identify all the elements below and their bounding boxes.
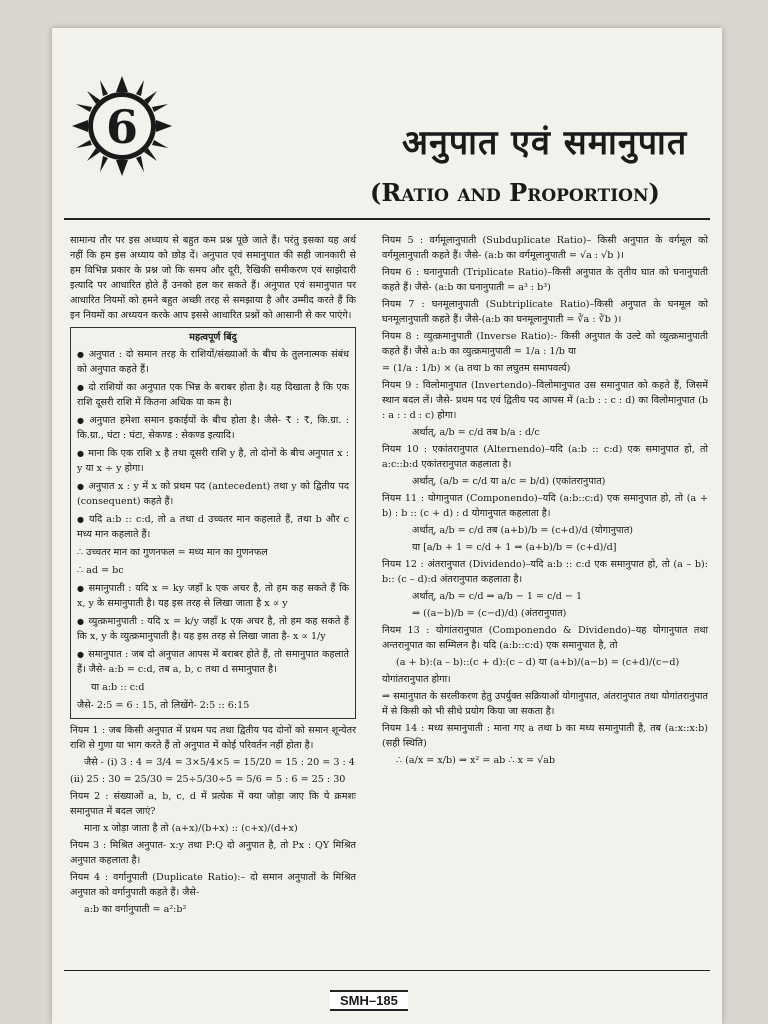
rule-text: नियम 12 : अंतरानुपात (Dividendo)–यदि a:b :: c:d एक समानुपात हो, तो (a – b): b:: (c – d):d अंतरानुपात कहलाता है। [382,559,708,585]
intro-paragraph: सामान्य तौर पर इस अध्याय से बहुत कम प्रश्न पूछे जाते हैं। परंतु इसका यह अर्थ नहीं कि हम इस अध्याय को छोड़ दें। अनुपात एवं समानुपात की सही जानकारी से हम विभिन्न प्रकार के प्रश्न जो कि समय और दूरी, रैखिकी समीकरण एवं साझेदारी इत्यादि पर आधारित होते हैं उनको हल कर सकते हैं। अनुपात एवं समानुपात पर आधारित नियमों को हमने बहुत अच्छी तरह से समझाया है और उम्मीद करते हैं कि इन नियमों का अध्ययन करके आप इससे आधारित प्रश्नों को आसानी से कर पाएंगे। [70,235,356,321]
footer-divider [64,970,710,971]
important-point: ● व्युत्क्रमानुपाती : यदि x = k/y जहाँ k एक अचर है, तो हम कह सकते हैं कि x, y के व्युत्क्रमानुपाती है। यह इस तरह से लिखा जाता है- x ∝ 1/y [77,614,349,644]
rule-text: या [a/b + 1 = c/d + 1 ⇒ (a+b)/b = (c+d)/d] [412,542,617,553]
important-point: ● अनुपात x : y में x को प्रथम पद (antecedent) तथा y को द्वितीय पद (consequent) कहते हैं। [77,479,349,509]
rule-text: a:b का वर्गानुपाती = a²:b² [84,904,187,915]
important-point: ● माना कि एक राशि x है तथा दूसरी राशि y है, तो दोनों के बीच अनुपात x : y या x ÷ y होगा। [77,446,349,476]
rule-text: अर्थात्, a/b = c/d तब (a+b)/b = (c+d)/d (योगानुपात) [412,525,634,536]
rule-text: अर्थात्, a/b = c/d ⇒ a/b − 1 = c/d − 1 [412,591,583,602]
page [52,28,722,1024]
rule-text: ∴ (a/x = x/b) ⇒ x² = ab ∴ x = √ab [396,755,556,766]
rule-text: ⇒ समानुपात के सरलीकरण हेतु उपर्युक्त सक्रियाओं योगानुपात, अंतरानुपात तथा योगांतरानुपात में से किसी को भी सीधे प्रयोग किया जा सकता है। [382,691,708,717]
important-points-box [70,327,356,719]
right-column [382,233,708,770]
important-point: ● यदि a:b :: c:d, तो a तथा d उच्चतर मान कहलाते हैं, तथा b और c मध्य मान कहलाते हैं। [77,512,349,542]
rule-text: नियम 5 : वर्गमूलानुपाती (Subduplicate Ratio)– किसी अनुपात के वर्गमूल को वर्गमूलानुपाती कहते हैं। जैसे- (a:b का वर्गमूलानुपाती = √a : √b )। [382,235,708,261]
left-column [70,233,356,919]
rule-text: नियम 14 : मध्य समानुपाती : माना गए a तथा b का मध्य समानुपाती है, तब (a:x::x:b) (सही स्थिति) [382,723,708,749]
rule-text: नियम 3 : मिश्रित अनुपात- x:y तथा P:Q दो अनुपात है, तो Px : QY मिश्रित अनुपात कहलाता है। [70,840,356,866]
important-points-heading: महत्वपूर्ण बिंदु [189,332,237,343]
rule-text: ⇒ ((a−b)/b = (c−d)/d) (अंतरानुपात) [412,608,567,619]
important-point: ● अनुपात हमेशा समान इकाईयों के बीच होता है। जैसे- ₹ : ₹, कि.ग्रा. : कि.ग्रा., घंटा : घंटा, सेकण्ड : सेकण्ड इत्यादि। [77,413,349,443]
rule-text: नियम 4 : वर्गानुपाती (Duplicate Ratio):– दो समान अनुपातों के मिश्रित अनुपात को वर्गानुपाती कहते हैं। जैसे- [70,872,356,898]
rule-text: नियम 6 : घनानुपाती (Triplicate Ratio)–किसी अनुपात के तृतीय घात को घनानुपाती कहते हैं। जैसे- (a:b का घनानुपाती = a³ : b³) [382,267,708,293]
important-point: ∴ उच्चतर मान का गुणनफल = मध्य मान का गुणनफल [77,547,268,558]
important-point: ● समानुपात : जब दो अनुपात आपस में बराबर होते हैं, तो समानुपात कहलाते हैं। जैसे- a:b = c:d, तब a, b, c तथा d समानुपात है। [77,647,349,677]
rule-text: नियम 7 : घनमूलानुपाती (Subtriplicate Ratio)–किसी अनुपात के घनमूल को घनमूलानुपाती कहते हैं। जैसे-(a:b का घनमूलानुपाती = ∛a : ∛b )। [382,299,708,325]
chapter-title-hindi: अनुपात एवं समानुपात [402,123,688,163]
rule-text: नियम 11 : योगानुपात (Componendo)–यदि (a:b::c:d) एक समानुपात हो, तो (a + b) : b :: (c + d) : d योगानुपात कहलाता है। [382,493,708,519]
chapter-title-english: (Ratio and Proportion) [370,178,660,207]
rule-text: नियम 1 : जब किसी अनुपात में प्रथम पद तथा द्वितीय पद दोनों को समान शून्येतर राशि से गुणा या भाग करते हैं तो अनुपात में कोई परिवर्तन नहीं होता है। [70,725,356,751]
rule-text: नियम 13 : योगांतरानुपात (Componendo & Dividendo)–यह योगानुपात तथा अन्तरानुपात का सम्मिलन है। यदि (a:b::c:d) एक समानुपात है, तो [382,625,708,651]
rule-text: नियम 2 : संख्याओं a, b, c, d में प्रत्येक में क्या जोड़ा जाए कि ये क्रमशः समानुपात में बदल जाएं? [70,791,356,817]
rule-text: नियम 10 : एकांतरानुपात (Alternendo)–यदि (a:b :: c:d) एक समानुपात हो, तो a:c::b:d एकांतरानुपात कहलाता है। [382,444,708,470]
rule-text: नियम 9 : विलोमानुपात (Invertendo)–विलोमानुपात उस समानुपात को कहते हैं, जिसमें स्थान बदल लें। जैसे- प्रथम पद एवं द्वितीय पद आपस में (a:b : : c : d) का विलोमानुपात (b : a : : d : c) होगा। [382,380,708,421]
rule-text: नियम 8 : व्युत्क्रमानुपाती (Inverse Ratio):- किसी अनुपात के उल्टे को व्युत्क्रमानुपाती कहते हैं। जैसे a:b का व्युत्क्रमानुपाती = 1/a : 1/b या [382,331,708,357]
rule-text: माना x जोड़ा जाता है तो (a+x)/(b+x) :: (c+x)/(d+x) [84,823,298,834]
important-point: या a:b :: c:d [91,682,145,693]
rule-text: (a + b):(a – b)::(c + d):(c – d) या (a+b)/(a−b) = (c+d)/(c−d) [396,657,680,668]
rule-text: योगांतरानुपात होगा। [382,674,451,685]
important-point: ● अनुपात : दो समान तरह के राशियों/संख्याओं के बीच के तुलनात्मक संबंध को अनुपात कहते हैं। [77,347,349,377]
rule-text: जैसे - (i) 3 : 4 = 3/4 = 3×5/4×5 = 15/20 = 15 : 20 = 3 : 4 [84,757,355,768]
important-point: ∴ ad = bc [77,565,124,576]
rule-text: अर्थात्, (a/b = c/d या a/c = b/d) (एकांतरानुपात) [412,476,606,487]
rule-text: अर्थात्, a/b = c/d तब b/a : d/c [412,427,540,438]
important-point: ● समानुपाती : यदि x = ky जहाँ k एक अचर है, तो हम कह सकते हैं कि x, y के समानुपाती है। यह इस तरह से लिखा जाता है x ∝ y [77,581,349,611]
important-point: जैसे- 2:5 = 6 : 15, तो लिखेंगे- 2:5 :: 6:15 [77,700,250,711]
rule-text: = (1/a : 1/b) × (a तथा b का लघुतम समापवर्त्य) [382,363,571,374]
title-divider [64,218,710,220]
page-footer: SMH–185 [330,990,408,1011]
chapter-number: 6 [105,100,138,154]
rule-text: (ii) 25 : 30 = 25/30 = 25÷5/30÷5 = 5/6 = 5 : 6 = 25 : 30 [70,774,346,785]
important-point: ● दो राशियों का अनुपात एक भिन्न के बराबर होता है। यह दिखाता है कि एक राशि दूसरी राशि में कितना अधिक या कम है। [77,380,349,410]
